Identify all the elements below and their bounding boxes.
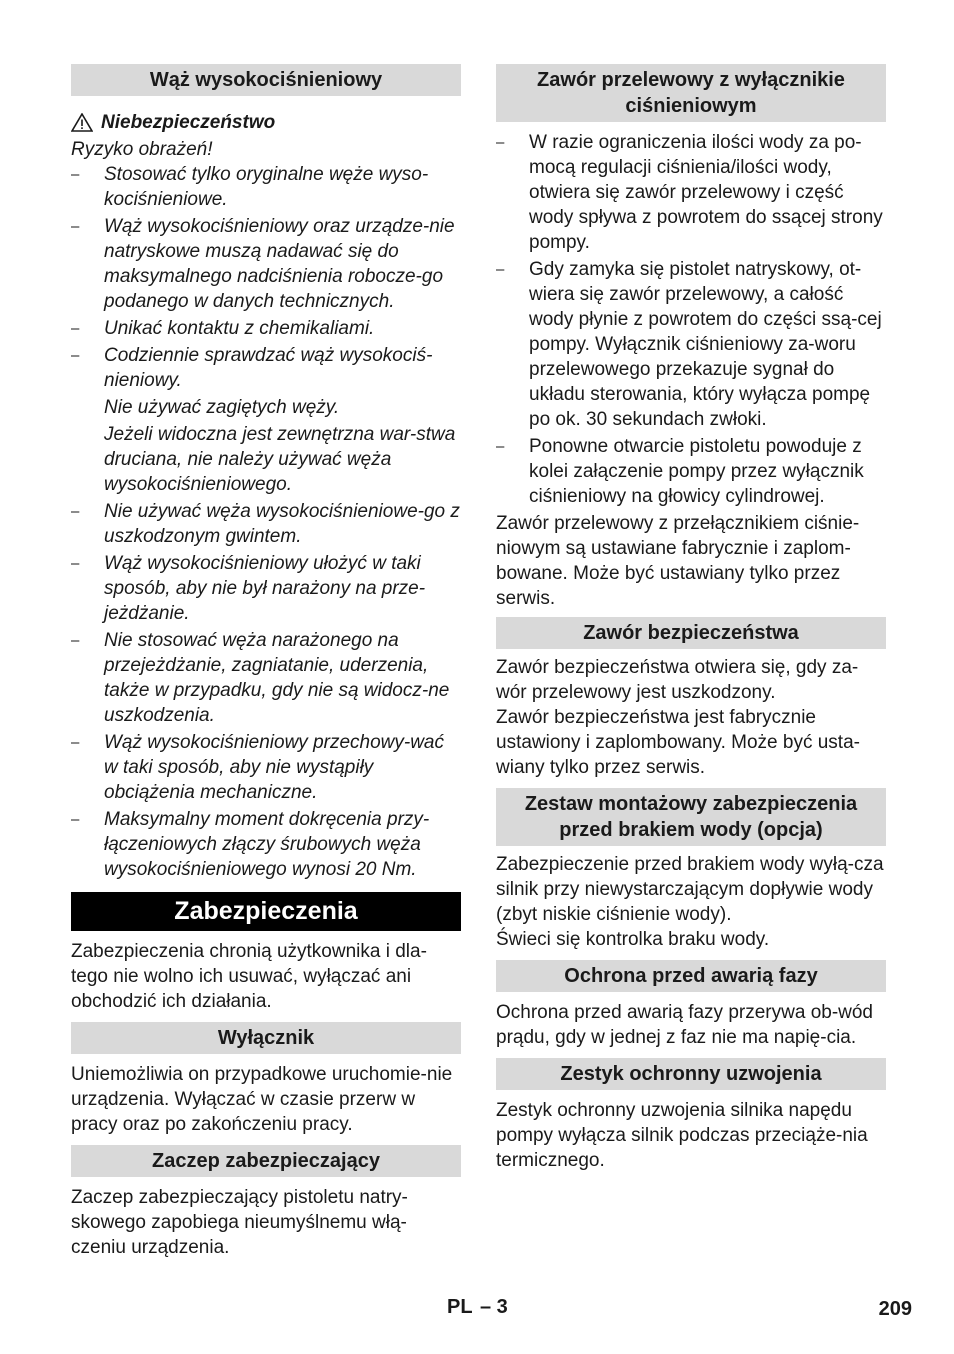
list-item: – Stosować tylko oryginalne węże wyso-kociśnieniowe. (71, 162, 461, 212)
section-heading-hose: Wąż wysokociśnieniowy (71, 64, 461, 96)
list-subtext: Jeżeli widoczna jest zewnętrzna war-stwa druciana, nie należy używać węża wysokociśnieniowego. (104, 424, 456, 495)
section-heading-phase-failure: Ochrona przed awarią fazy (496, 960, 886, 992)
list-item: – Ponowne otwarcie pistoletu powoduje z kolei załączenie pompy przez wyłącznik ciśnieniowy na głowicy cylindrowej. (496, 434, 886, 509)
left-column (71, 64, 461, 1260)
list-item: – Wąż wysokociśnieniowy ułożyć w taki sposób, aby nie był narażony na prze-jeżdżanie. (71, 551, 461, 626)
footer-language: PL (447, 1296, 473, 1318)
winding-contact-text: Zestyk ochronny uzwojenia silnika napędu pompy wyłącza silnik podczas przeciąże-nia termicznego. (496, 1100, 868, 1171)
overflow-valve-text: Zawór przelewowy z przełącznikiem ciśnie-niowym są ustawiane fabrycznie i zaplom-bowane. Może być ustawiany tylko przez serwis. (496, 513, 860, 609)
safety-valve-text-1: Zawór bezpieczeństwa otwiera się, gdy za-wór przelewowy jest uszkodzony. (496, 657, 859, 703)
section-heading-water-shortage: Zestaw montażowy zabezpieczenia przed brakiem wody (opcja) (496, 788, 886, 846)
list-item: – Wąż wysokociśnieniowy oraz urządze-nie natryskowe muszą nadawać się do maksymalnego nadciśnienia robocze-go podanego w danych technicznych. (71, 214, 461, 314)
danger-intro: Ryzyko obrażeń! (71, 139, 213, 160)
list-item: – Maksymalny moment dokręcenia przy-łączeniowych złączy śrubowych węża wysokociśnieniowego wynosi 20 Nm. (71, 807, 461, 882)
footer-page-number: 209 (878, 1298, 912, 1320)
catch-text: Zaczep zabezpieczający pistoletu natry-skowego zapobiega nieumyślnemu włą-czeniu urządzenia. (71, 1187, 408, 1258)
hose-warning-list (71, 162, 461, 393)
danger-label-text: Niebezpieczeństwo (101, 112, 276, 133)
list-item: – W razie ograniczenia ilości wody za po-mocą regulacji ciśnienia/ilości wody, otwiera się zawór przelewowy i część wody spływa z powrotem do ssącej strony pompy. (496, 130, 886, 255)
footer-local-page: – 3 (480, 1296, 508, 1318)
section-heading-switch: Wyłącznik (71, 1022, 461, 1054)
right-column (496, 64, 886, 1173)
water-shortage-text-2: Świeci się kontrolka braku wody. (496, 929, 770, 950)
list-subtext: Nie używać zagiętych węży. (104, 397, 340, 418)
list-item: – Codziennie sprawdzać wąż wysokociś-nieniowy. (71, 343, 461, 393)
overflow-valve-list (496, 130, 886, 509)
list-item: – Gdy zamyka się pistolet natryskowy, ot-wiera się zawór przelewowy, a całość wody płynie z powrotem do części ssą-cej pompy. Wyłącznik ciśnieniowy za-woru przelewowego przekazuje sygnał do układu sterowania, który wyłącza pompę po ok. 30 sekundach zwłoki. (496, 257, 886, 432)
warning-triangle-icon (71, 113, 93, 132)
section-heading-safety-valve: Zawór bezpieczeństwa (496, 617, 886, 649)
section-heading-winding-contact: Zestyk ochronny uzwojenia (496, 1058, 886, 1090)
list-item: – Nie stosować węża narażonego na przejeżdżanie, zagniatanie, uderzenia, także w przypadku, gdy nie są widocz-ne uszkodzenia. (71, 628, 461, 728)
safety-intro: Zabezpieczenia chronią użytkownika i dla-tego nie wolno ich usuwać, wyłączać ani obchodzić ich działania. (71, 941, 427, 1012)
list-item: – Unikać kontaktu z chemikaliami. (71, 316, 461, 341)
list-item: – Nie używać węża wysokociśnieniowe-go z uszkodzonym gwintem. (71, 499, 461, 549)
water-shortage-text-1: Zabezpieczenie przed brakiem wody wyłą-cza silnik przy niewystarczającym dopływie wody (zbyt niskie ciśnienie wody). (496, 854, 884, 925)
main-heading-safety: Zabezpieczenia (71, 892, 461, 931)
section-heading-overflow-valve: Zawór przelewowy z wyłącznikie ciśnieniowym (496, 64, 886, 122)
danger-label (71, 110, 461, 135)
hose-warning-list-continued (71, 499, 461, 882)
switch-text: Uniemożliwia on przypadkowe uruchomie-nie urządzenia. Wyłączać w czasie przerw w pracy oraz po zakończeniu pracy. (71, 1064, 453, 1135)
safety-valve-text-2: Zawór bezpieczeństwa jest fabrycznie ustawiony i zaplombowany. Może być usta-wiany tylko przez serwis. (496, 707, 860, 778)
phase-failure-text: Ochrona przed awarią fazy przerywa ob-wód prądu, gdy w jednej z faz nie ma napię-cia. (496, 1002, 874, 1048)
list-item: – Wąż wysokociśnieniowy przechowy-wać w taki sposób, aby nie wystąpiły obciążenia mechaniczne. (71, 730, 461, 805)
section-heading-catch: Zaczep zabezpieczający (71, 1145, 461, 1177)
